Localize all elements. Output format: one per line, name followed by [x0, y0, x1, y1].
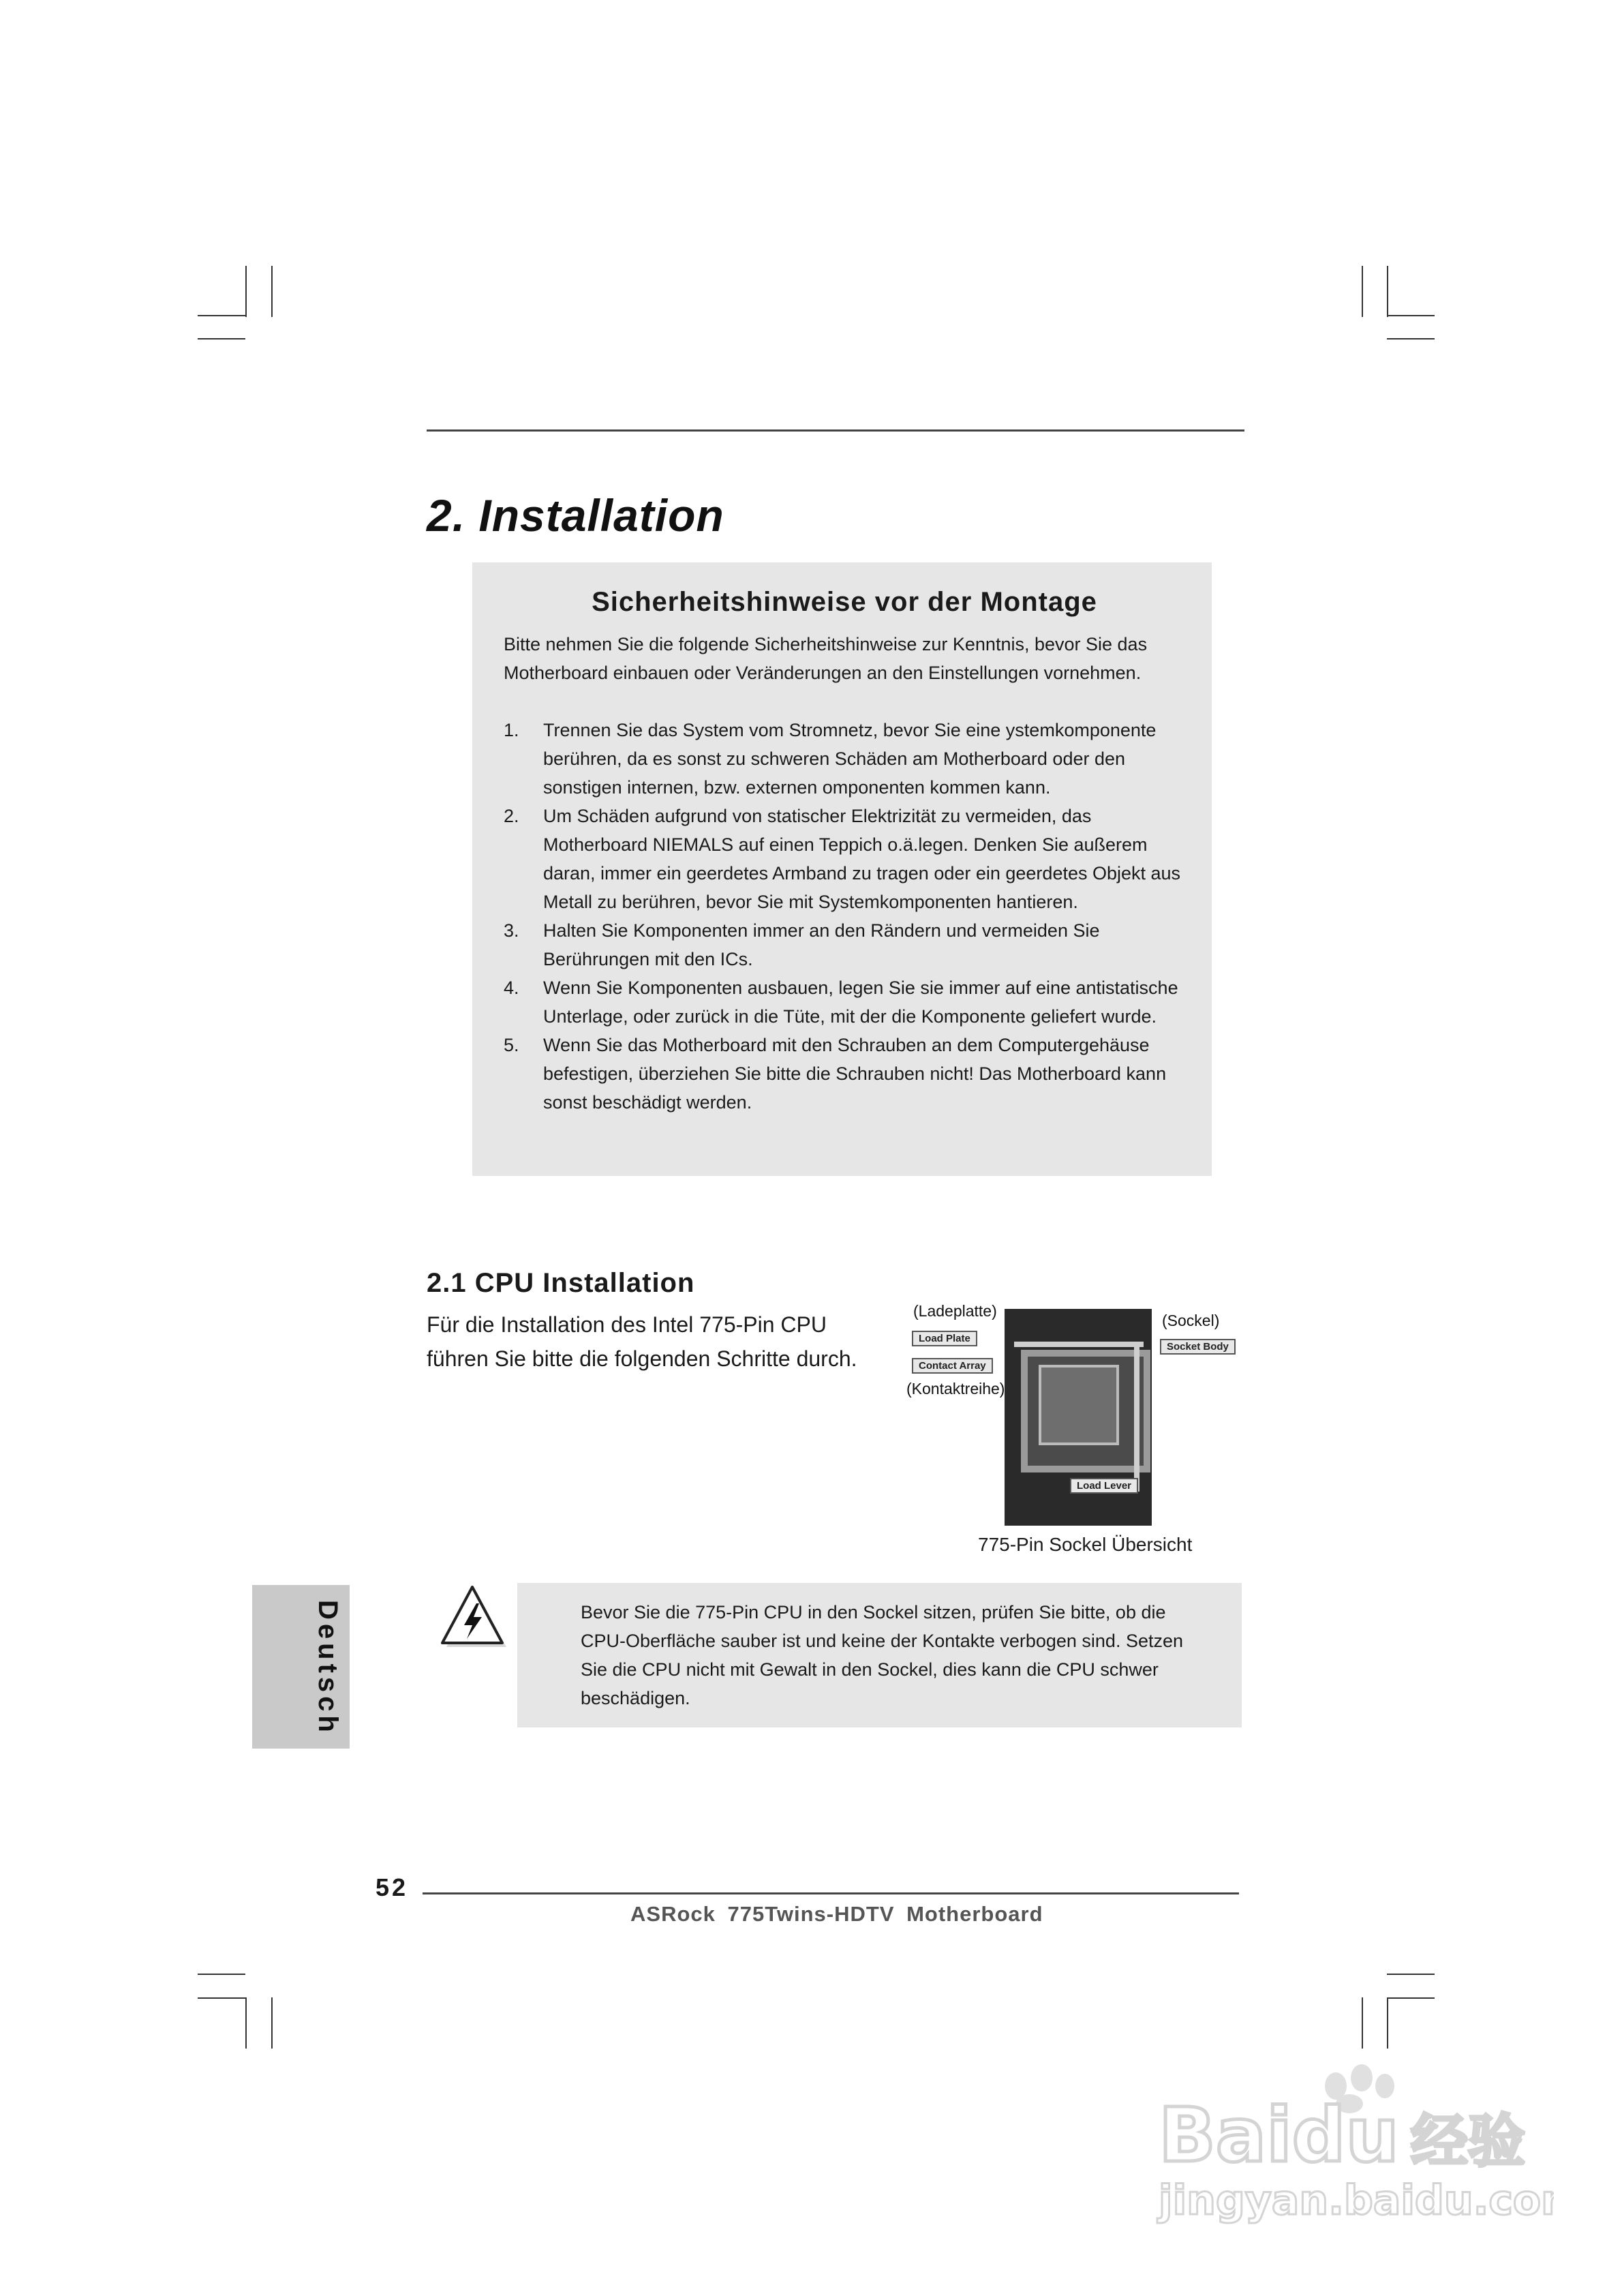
- list-item: 4. Wenn Sie Komponenten ausbauen, legen Sie sie immer auf eine antistatische Unterlage, oder zurück in die Tüte, mit der die Komponente geliefert wurde.: [504, 978, 1178, 1027]
- socket-figure: [900, 1295, 1240, 1554]
- header-rule: [427, 429, 1244, 432]
- section-intro: Für die Installation des Intel 775-Pin CPU führen Sie bitte die folgenden Schritte durch.: [427, 1312, 857, 1371]
- crop-mark-bottom-left-v2: [271, 1997, 273, 2049]
- section-heading: 2.1 CPU Installation: [427, 1268, 695, 1298]
- footer-product: ASRock 775Twins-HDTV Motherboard: [630, 1902, 1043, 1926]
- crop-mark-bottom-left-h1: [198, 1974, 245, 1975]
- list-item: 1. Trennen Sie das System vom Stromnetz, bevor Sie eine ystemkomponente berühren, da es sonst zu schweren Schäden am Motherboard oder den sonstigen internen, bzw. externen omponenten kommen kann.: [504, 720, 1157, 798]
- figure-caption: 775-Pin Sockel Übersicht: [978, 1534, 1193, 1555]
- watermark-cn: 经验: [1411, 2108, 1526, 2175]
- crop-mark-bottom-right-v1: [1362, 1997, 1363, 2049]
- list-item: 5. Wenn Sie das Motherboard mit den Schrauben an dem Computergehäuse befestigen, überziehen Sie bitte die Schrauben nicht! Das Motherboard kann sonst beschädigt werden.: [504, 1035, 1167, 1113]
- crop-mark-top-right-v1: [1362, 266, 1363, 317]
- crop-mark-bottom-right-v2: [1387, 1997, 1388, 2049]
- label-kontaktreihe: (Kontaktreihe): [906, 1380, 1005, 1398]
- tag-load-plate: Load Plate: [912, 1331, 977, 1346]
- crop-mark-top-left-h1: [198, 315, 245, 316]
- crop-mark-bottom-right-h1: [1387, 1974, 1435, 1975]
- crop-mark-bottom-left-v1: [245, 1997, 247, 2049]
- crop-mark-top-right-h1: [1387, 315, 1435, 316]
- crop-mark-top-left-v2: [271, 266, 273, 317]
- crop-mark-top-right-h2: [1387, 338, 1435, 339]
- page-number: 52: [376, 1873, 409, 1901]
- warning-text: Bevor Sie die 775-Pin CPU in den Sockel sitzen, prüfen Sie bitte, ob die CPU-Oberfläche sauber ist und keine der Kontakte verbogen sind. Setzen Sie die CPU nicht mit Gewalt in den Sockel, dies kann die CPU schwer beschädigen.: [581, 1602, 1184, 1708]
- safety-list: [504, 716, 1212, 1117]
- tag-socket-body: Socket Body: [1160, 1339, 1236, 1355]
- language-tab: [252, 1585, 350, 1749]
- list-item: 2. Um Schäden aufgrund von statischer Elektrizität zu vermeiden, das Motherboard NIEMALS auf einen Teppich o.ä.legen. Denken Sie außerem daran, immer ein geerdetes Armband zu tragen oder ein geerdetes Objekt aus Metall zu berühren, bevor Sie mit Systemkomponenten hantieren.: [504, 806, 1181, 912]
- safety-intro: Bitte nehmen Sie die folgende Sicherheitshinweise zur Kenntnis, bevor Sie das Motherboard einbauen oder Veränderungen an den Einstellungen vornehmen.: [504, 634, 1148, 683]
- crop-mark-top-left-v1: [245, 266, 247, 317]
- tag-load-lever: Load Lever: [1070, 1478, 1138, 1494]
- safety-notice-box: [472, 562, 1212, 1176]
- label-sockel: (Sockel): [1162, 1312, 1220, 1329]
- footer-rule: [423, 1892, 1239, 1894]
- crop-mark-bottom-right-h2: [1387, 1997, 1435, 1999]
- warning-box: [517, 1583, 1242, 1727]
- crop-mark-top-left-h2: [198, 338, 245, 339]
- warning-icon: [438, 1583, 506, 1651]
- crop-mark-top-right-v2: [1387, 266, 1388, 317]
- watermark-url: jingyan.baidu.com: [1159, 2177, 1554, 2224]
- tag-contact-array: Contact Array: [912, 1358, 993, 1374]
- page-title: 2. Installation: [427, 490, 724, 541]
- safety-heading: Sicherheitshinweise vor der Montage: [592, 587, 1097, 617]
- language-tab-label: Deutsch: [313, 1600, 343, 1736]
- watermark-brand: Baidu: [1159, 2091, 1399, 2179]
- label-ladeplatte: (Ladeplatte): [913, 1302, 997, 1320]
- list-item: 3. Halten Sie Komponenten immer an den Rändern und vermeiden Sie Berührungen mit den ICs.: [504, 920, 1100, 969]
- baidu-watermark: [1145, 2059, 1554, 2236]
- crop-mark-bottom-left-h2: [198, 1997, 245, 1999]
